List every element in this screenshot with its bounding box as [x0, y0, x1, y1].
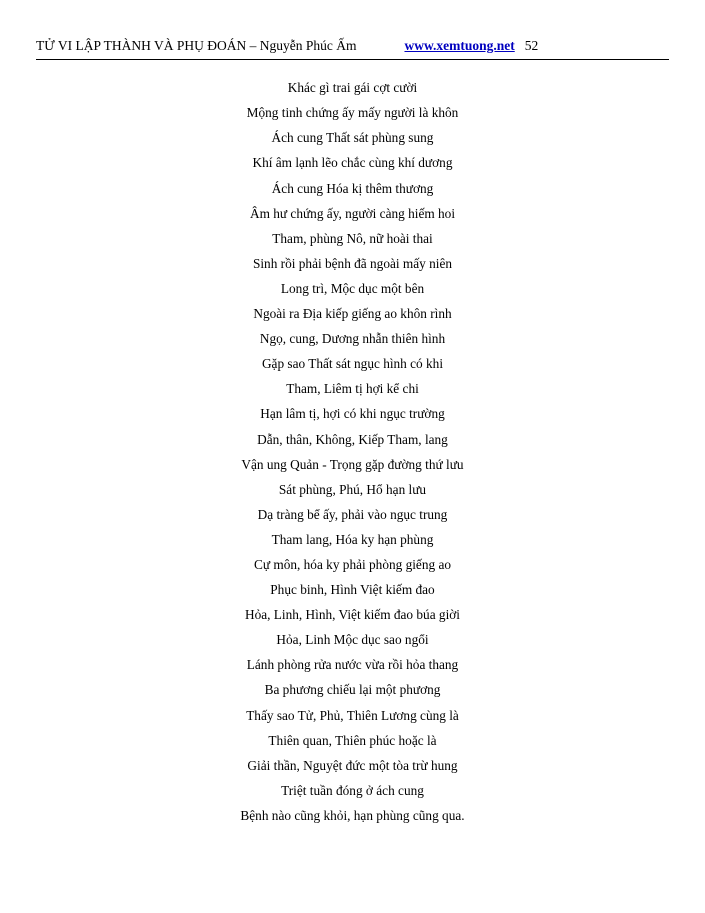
poem-line: Long trì, Mộc dục một bên	[280, 280, 425, 296]
header-divider	[36, 59, 669, 60]
poem-line: Hỏa, Linh, Hình, Việt kiếm đao búa giời	[244, 607, 460, 623]
poem-line: Thiên quan, Thiên phúc hoặc là	[268, 732, 437, 748]
poem-line: Hỏa, Linh Mộc dục sao ngổi	[276, 632, 429, 648]
poem-line: Ách cung Hóa kị thêm thương	[271, 180, 434, 196]
poem-line: Tham, Liêm tị hợi kể chi	[286, 381, 419, 397]
poem-line: Mộng tinh chứng ấy mấy người là khôn	[246, 105, 459, 121]
poem-line: Hạn lâm tị, hợi có khi ngục trường	[260, 406, 445, 422]
poem-line: Gặp sao Thất sát ngục hình có khi	[261, 356, 444, 372]
poem-line: Sinh rồi phải bệnh đã ngoài mấy niên	[252, 255, 453, 271]
poem-line: Giải thần, Nguyệt đức một tòa trừ hung	[247, 757, 458, 773]
poem-line: Triệt tuần đóng ở ách cung	[281, 782, 424, 798]
poem-line: Cự môn, hóa ky phải phòng giếng ao	[253, 556, 452, 572]
poem-line: Dẫn, thân, Không, Kiếp Tham, lang	[257, 431, 448, 447]
page-header	[36, 38, 669, 54]
poem-line: Ba phương chiếu lại một phương	[264, 682, 441, 698]
poem-line: Lánh phòng rửa nước vừa rồi hỏa thang	[246, 657, 459, 673]
poem-line: Ngoài ra Địa kiếp giếng ao khôn rình	[253, 306, 452, 322]
website-link[interactable]: www.xemtuong.net	[404, 38, 515, 53]
poem-line: Vận ung Quản - Trọng gặp đường thứ lưu	[241, 456, 464, 472]
poem-line: Âm hư chứng ấy, người càng hiếm hoi	[249, 205, 456, 221]
poem-line: Ách cung Thất sát phùng sung	[271, 130, 434, 146]
poem-body	[36, 75, 669, 828]
poem-line: Phục binh, Hình Việt kiếm đao	[270, 582, 435, 598]
poem-line: Khí âm lạnh lẽo chắc cùng khí dương	[252, 155, 453, 171]
poem-line: Dạ tràng bể ấy, phải vào ngục trung	[257, 506, 448, 522]
poem-line: Sát phùng, Phú, Hổ hạn lưu	[278, 481, 427, 497]
poem-line: Thấy sao Tử, Phủ, Thiên Lương cùng là	[246, 707, 459, 723]
header-title: TỬ VI LẬP THÀNH VÀ PHỤ ĐOÁN – Nguyễn Phúc Ấm	[36, 38, 357, 53]
poem-line: Ngọ, cung, Dương nhẫn thiên hình	[259, 331, 446, 347]
poem-line: Tham lang, Hóa ky hạn phùng	[271, 531, 434, 547]
page-number: 52	[524, 38, 539, 53]
poem-line: Tham, phùng Nô, nữ hoài thai	[272, 230, 433, 246]
poem-line: Khác gì trai gái cợt cười	[287, 80, 418, 96]
poem-line: Bệnh nào cũng khỏi, hạn phùng cũng qua.	[240, 807, 465, 823]
